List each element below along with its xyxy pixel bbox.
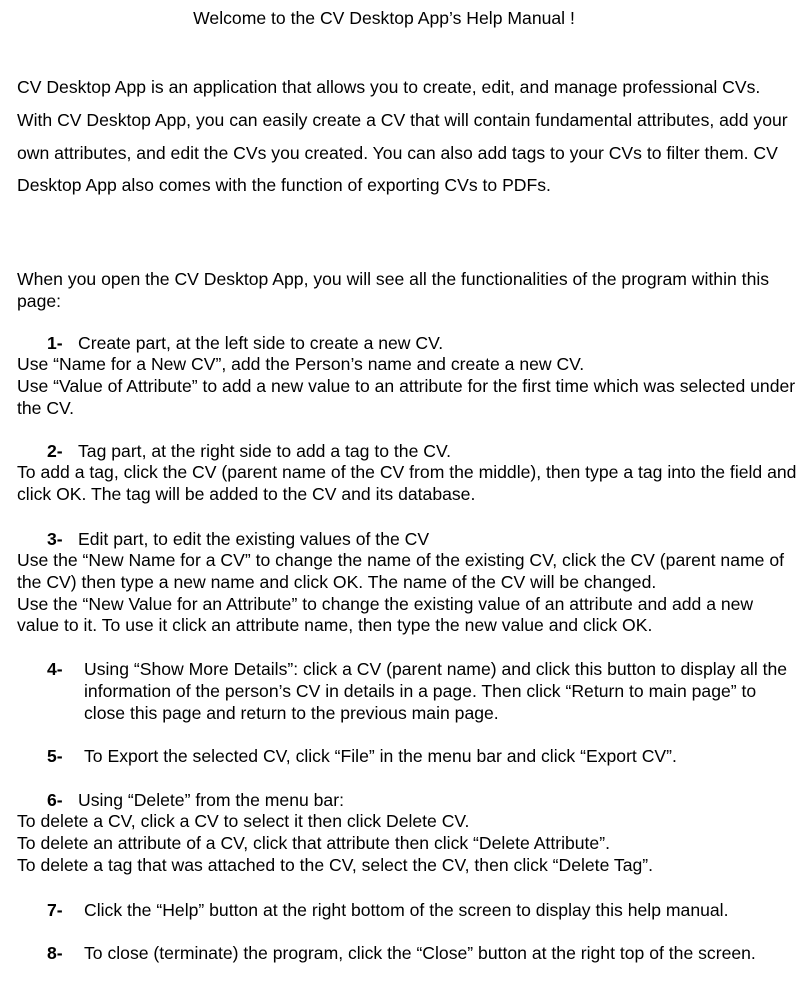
item-heading: To Export the selected CV, click “File” in the menu bar and click “Export CV”. xyxy=(84,746,677,766)
item-heading: To close (terminate) the program, click the “Close” button at the right top of the screen. xyxy=(84,943,756,963)
list-item-1 xyxy=(47,332,799,354)
item-6-details xyxy=(17,811,799,876)
list-item-3 xyxy=(47,528,799,550)
list-item-6 xyxy=(47,789,799,811)
item-detail-line: Use “Name for a New CV”, add the Person’s name and create a new CV. xyxy=(17,354,585,374)
item-heading: Click the “Help” button at the right bottom of the screen to display this help manual. xyxy=(84,900,729,920)
item-heading: Using “Delete” from the menu bar: xyxy=(78,790,344,810)
list-item-7 xyxy=(47,899,799,921)
item-heading: Using “Show More Details”: click a CV (parent name) and click this button to display all the information of the person’s CV in details in a page. Then click “Return to main page” to close this page and return to the previous main page. xyxy=(84,659,788,723)
item-1-details xyxy=(17,354,799,419)
list-item-2 xyxy=(47,440,799,462)
item-detail-line: To delete a CV, click a CV to select it then click Delete CV. xyxy=(17,811,470,831)
item-number: 7- xyxy=(47,900,63,920)
intro-paragraph: CV Desktop App is an application that allows you to create, edit, and manage professional CVs. With CV Desktop App, you can easily create a CV that will contain fundamental attributes, add your own attributes, and edit the CVs you created. You can also add tags to your CVs to filter them. CV Desktop App also comes with the function of exporting CVs to PDFs. xyxy=(17,77,788,196)
item-number: 4- xyxy=(47,659,63,679)
item-detail-line: Use “Value of Attribute” to add a new value to an attribute for the first time which was selected under the CV. xyxy=(17,375,796,418)
item-detail-line: To delete a tag that was attached to the CV, select the CV, then click “Delete Tag”. xyxy=(17,854,654,875)
item-number: 1- xyxy=(47,333,63,353)
item-heading: Edit part, to edit the existing values of the CV xyxy=(78,529,430,549)
item-number: 8- xyxy=(47,943,63,963)
item-detail-line: Use the “New Value for an Attribute” to change the existing value of an attribute and add a new value to it. To use it click an attribute name, then type the new value and click OK. xyxy=(17,593,754,636)
item-heading: Tag part, at the right side to add a tag to the CV. xyxy=(78,441,451,461)
list-item-8 xyxy=(47,942,799,964)
item-2-details xyxy=(17,462,799,506)
page-title: Welcome to the CV Desktop App’s Help Manual ! xyxy=(193,8,575,28)
item-detail-line: Use the “New Name for a CV” to change the name of the existing CV, click the CV (parent name of the CV) then type a new name and click OK. The name of the CV will be changed. xyxy=(17,550,785,592)
open-app-paragraph: When you open the CV Desktop App, you will see all the functionalities of the program within this page: xyxy=(17,269,770,311)
item-number: 6- xyxy=(47,790,63,810)
list-item-4 xyxy=(47,658,799,724)
item-3-details xyxy=(17,550,799,637)
list-item-5 xyxy=(47,745,799,767)
item-detail-line: To delete an attribute of a CV, click that attribute then click “Delete Attribute”. xyxy=(17,832,610,853)
item-heading: Create part, at the left side to create a new CV. xyxy=(78,333,444,353)
item-number: 5- xyxy=(47,746,63,766)
item-detail-line: To add a tag, click the CV (parent name of the CV from the middle), then type a tag into the field and click OK. The tag will be added to the CV and its database. xyxy=(17,462,797,504)
item-number: 3- xyxy=(47,529,63,549)
item-number: 2- xyxy=(47,441,63,461)
